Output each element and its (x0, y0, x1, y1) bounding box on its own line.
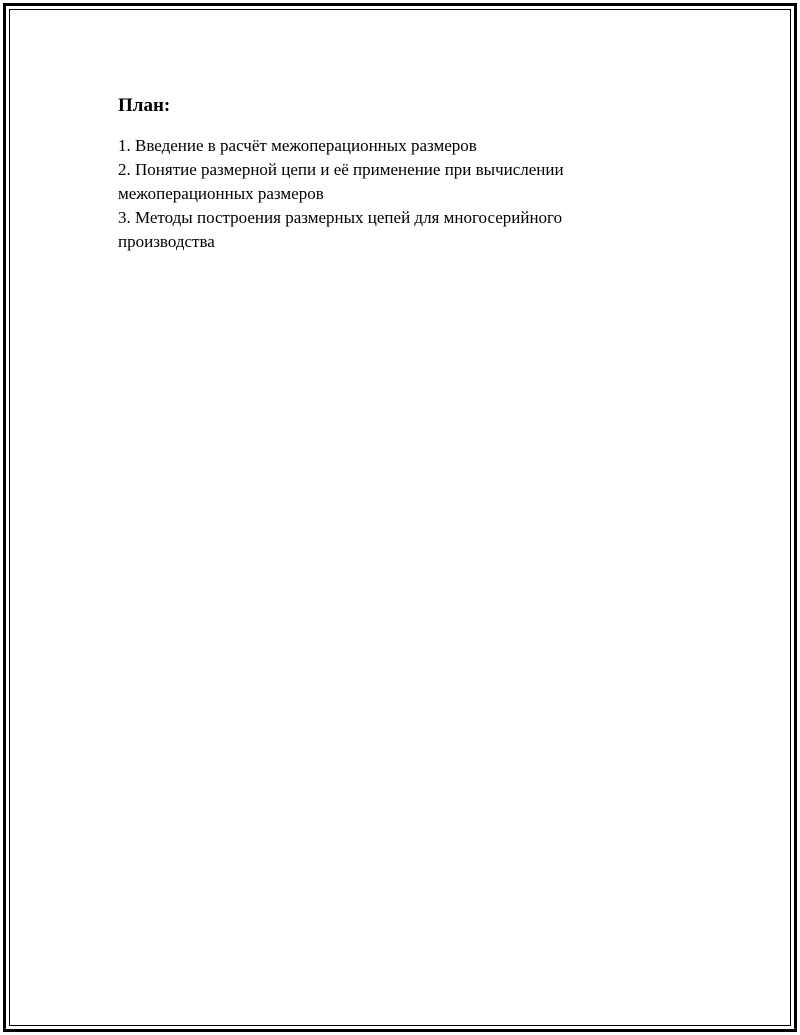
plan-item-1: 1. Введение в расчёт межоперационных размеров (118, 136, 477, 155)
plan-heading: План: (118, 95, 171, 116)
plan-list (118, 134, 618, 254)
plan-item-3: 3. Методы построения размерных цепей для многосерийного производства (118, 208, 563, 251)
plan-item-2: 2. Понятие размерной цепи и её применение при вычислении межоперационных размеров (118, 160, 564, 203)
page-content (118, 94, 618, 254)
